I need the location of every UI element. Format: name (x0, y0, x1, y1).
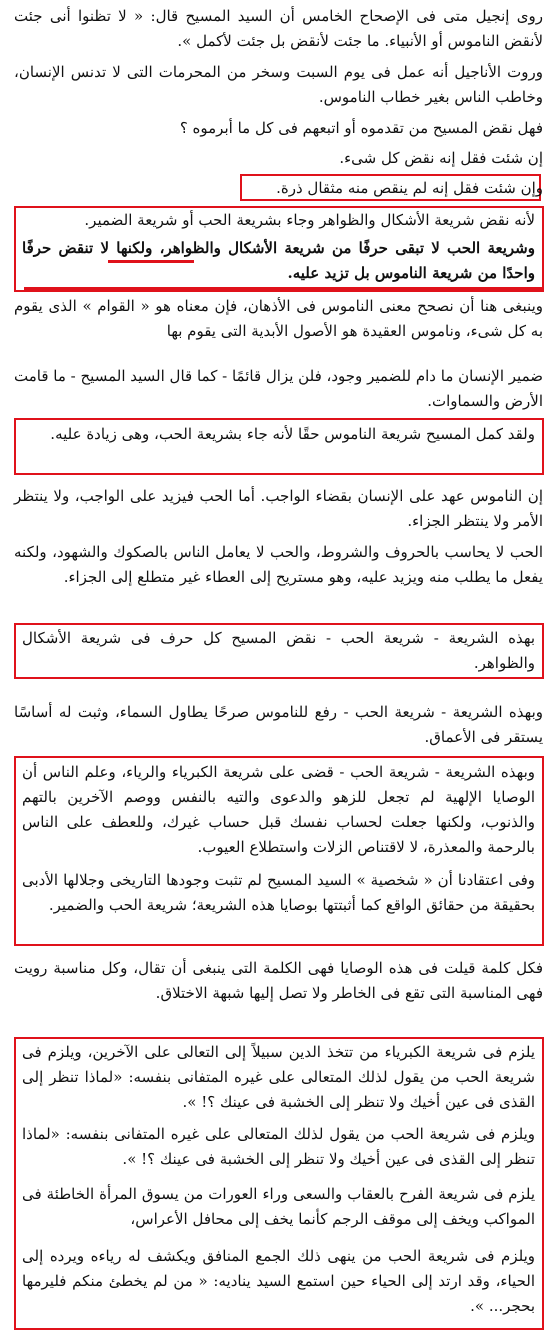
paragraph-21: ويلزم فى شريعة الحب من ينهى ذلك الجمع المنافق ويكشف له رياءه ويرده إلى الحياء، وقد ارتد إلى الحياء حين استمع السيد يناديه: « من لم يخطئ منكم فليرمها بحجر... ». (22, 1247, 536, 1315)
paragraph-17: فكل كلمة قيلت فى هذه الوصايا فهى الكلمة التى ينبغى أن تقال، وكل مناسبة رويت فهى المناسبة التى تقع فى الخاطر ولا تصل إليها شبهة الاختلاق. (14, 959, 543, 1002)
paragraph-15: وبهذه الشريعة - شريعة الحب - قضى على شريعة الكبرياء والرياء، وعلم الناس أن الوصايا الإلهية لم تجعل للزهو والدعوى والتيه بالنفس ووصم الآخرين بالتهم والذنوب، ولكنها جعلت لحساب نفسك قبل حساب غيرك، وللعطف على الناس بالرحمة والمعذرة، لا لاقتناص الزلات واستطلاع العيوب. (22, 763, 535, 856)
underline-mark-2 (24, 287, 544, 290)
paragraph-10: ولقد كمل المسيح شريعة الناموس حقًا لأنه جاء بشريعة الحب، وهى زيادة عليه. (50, 425, 535, 443)
paragraph-1: روى إنجيل متى فى الإصحاح الخامس أن السيد المسيح قال: « لا تظنوا أنى جئت لأنقض الناموس أو الأنبياء. ما جئت لأنقض بل جئت لأكمل ». (14, 7, 543, 50)
paragraph-9: ضمير الإنسان ما دام للضمير وجود، فلن يزال قائمًا - كما قال السيد المسيح - ما قامت الأرض والسماوات. (14, 367, 543, 410)
paragraph-18: يلزم فى شريعة الكبرياء من تتخذ الدين سبيلاً إلى التعالى على الآخرين، ويلزم فى شريعة الحب من يقول لذلك المتعالى على غيره المتفانى بنفسه: «لماذا تنظر إلى القذى فى عين أخيك ولا تنظر إلى الخشبة فى عينك ؟! ». (22, 1043, 535, 1111)
paragraph-6: لأنه نقض شريعة الأشكال والظواهر وجاء بشريعة الحب أو شريعة الضمير. (84, 211, 535, 229)
paragraph-5: وإن شئت فقل إنه لم ينقص منه مثقال ذرة. (276, 179, 543, 197)
paragraph-2: وروت الأناجيل أنه عمل فى يوم السبت وسخر من المحرمات التى لا تدنس الإنسان، وخاطب الناس بغير خطاب الناموس. (14, 63, 543, 106)
paragraph-13: بهذه الشريعة - شريعة الحب - نقض المسيح كل حرف فى شريعة الأشكال والظواهر. (22, 629, 535, 672)
paragraph-14: وبهذه الشريعة - شريعة الحب - رفع للناموس صرحًا يطاول السماء، وثبت له أساسًا يستقر فى الأعماق. (14, 703, 543, 746)
paragraph-16: وفى اعتقادنا أن « شخصية » السيد المسيح لم تثبت وجودها التاريخى وجلالها الأدبى بحقيقة من حقائق الواقع كما أثبتتها بوصايا هذه الشريعة؛ شريعة الحب والضمير. (22, 871, 535, 914)
paragraph-7: وشريعة الحب لا تبقى حرفًا من شريعة الأشكال والظواهر، ولكنها لا تنقض حرفًا واحدًا من شريعة الناموس بل تزيد عليه. (22, 239, 535, 282)
paragraph-19: ويلزم فى شريعة الحب من يقول لذلك المتعالى على غيره المتفانى بنفسه: «لماذا تنظر إلى القذى فى عين أخيك ولا تنظر إلى الخشبة فى عينك ؟! ». (22, 1125, 535, 1168)
paragraph-3: فهل نقض المسيح من تقدموه أو اتبعهم فى كل ما أبرموه ؟ (179, 119, 543, 137)
paragraph-11: إن الناموس عهد على الإنسان بقضاء الواجب. أما الحب فيزيد على الواجب، ولا ينتظر الأمر ولا ينتظر الجزاء. (14, 487, 543, 530)
paragraph-4: إن شئت فقل إنه نقض كل شىء. (339, 149, 543, 167)
paragraph-12: الحب لا يحاسب بالحروف والشروط، والحب لا يعامل الناس بالصكوك والشهود، ولكنه يفعل ما يطلب منه ويزيد عليه، وهو مستريح إلى العطاء غير متطلع إلى الجزاء. (14, 543, 543, 586)
paragraph-20: يلزم فى شريعة الفرح بالعقاب والسعى وراء العورات من يسوق المرأة الخاطئة فى المواكب ويخف إلى موقف الرجم كأنما يخف إلى محافل الأعراس، (22, 1185, 535, 1228)
paragraph-8: وينبغى هنا أن نصحح معنى الناموس فى الأذهان، فإن معناه هو « القوام » الذى يقوم به كل شىء، وناموس العقيدة هو الأصول الأبدية التى يقوم بها (14, 297, 543, 340)
